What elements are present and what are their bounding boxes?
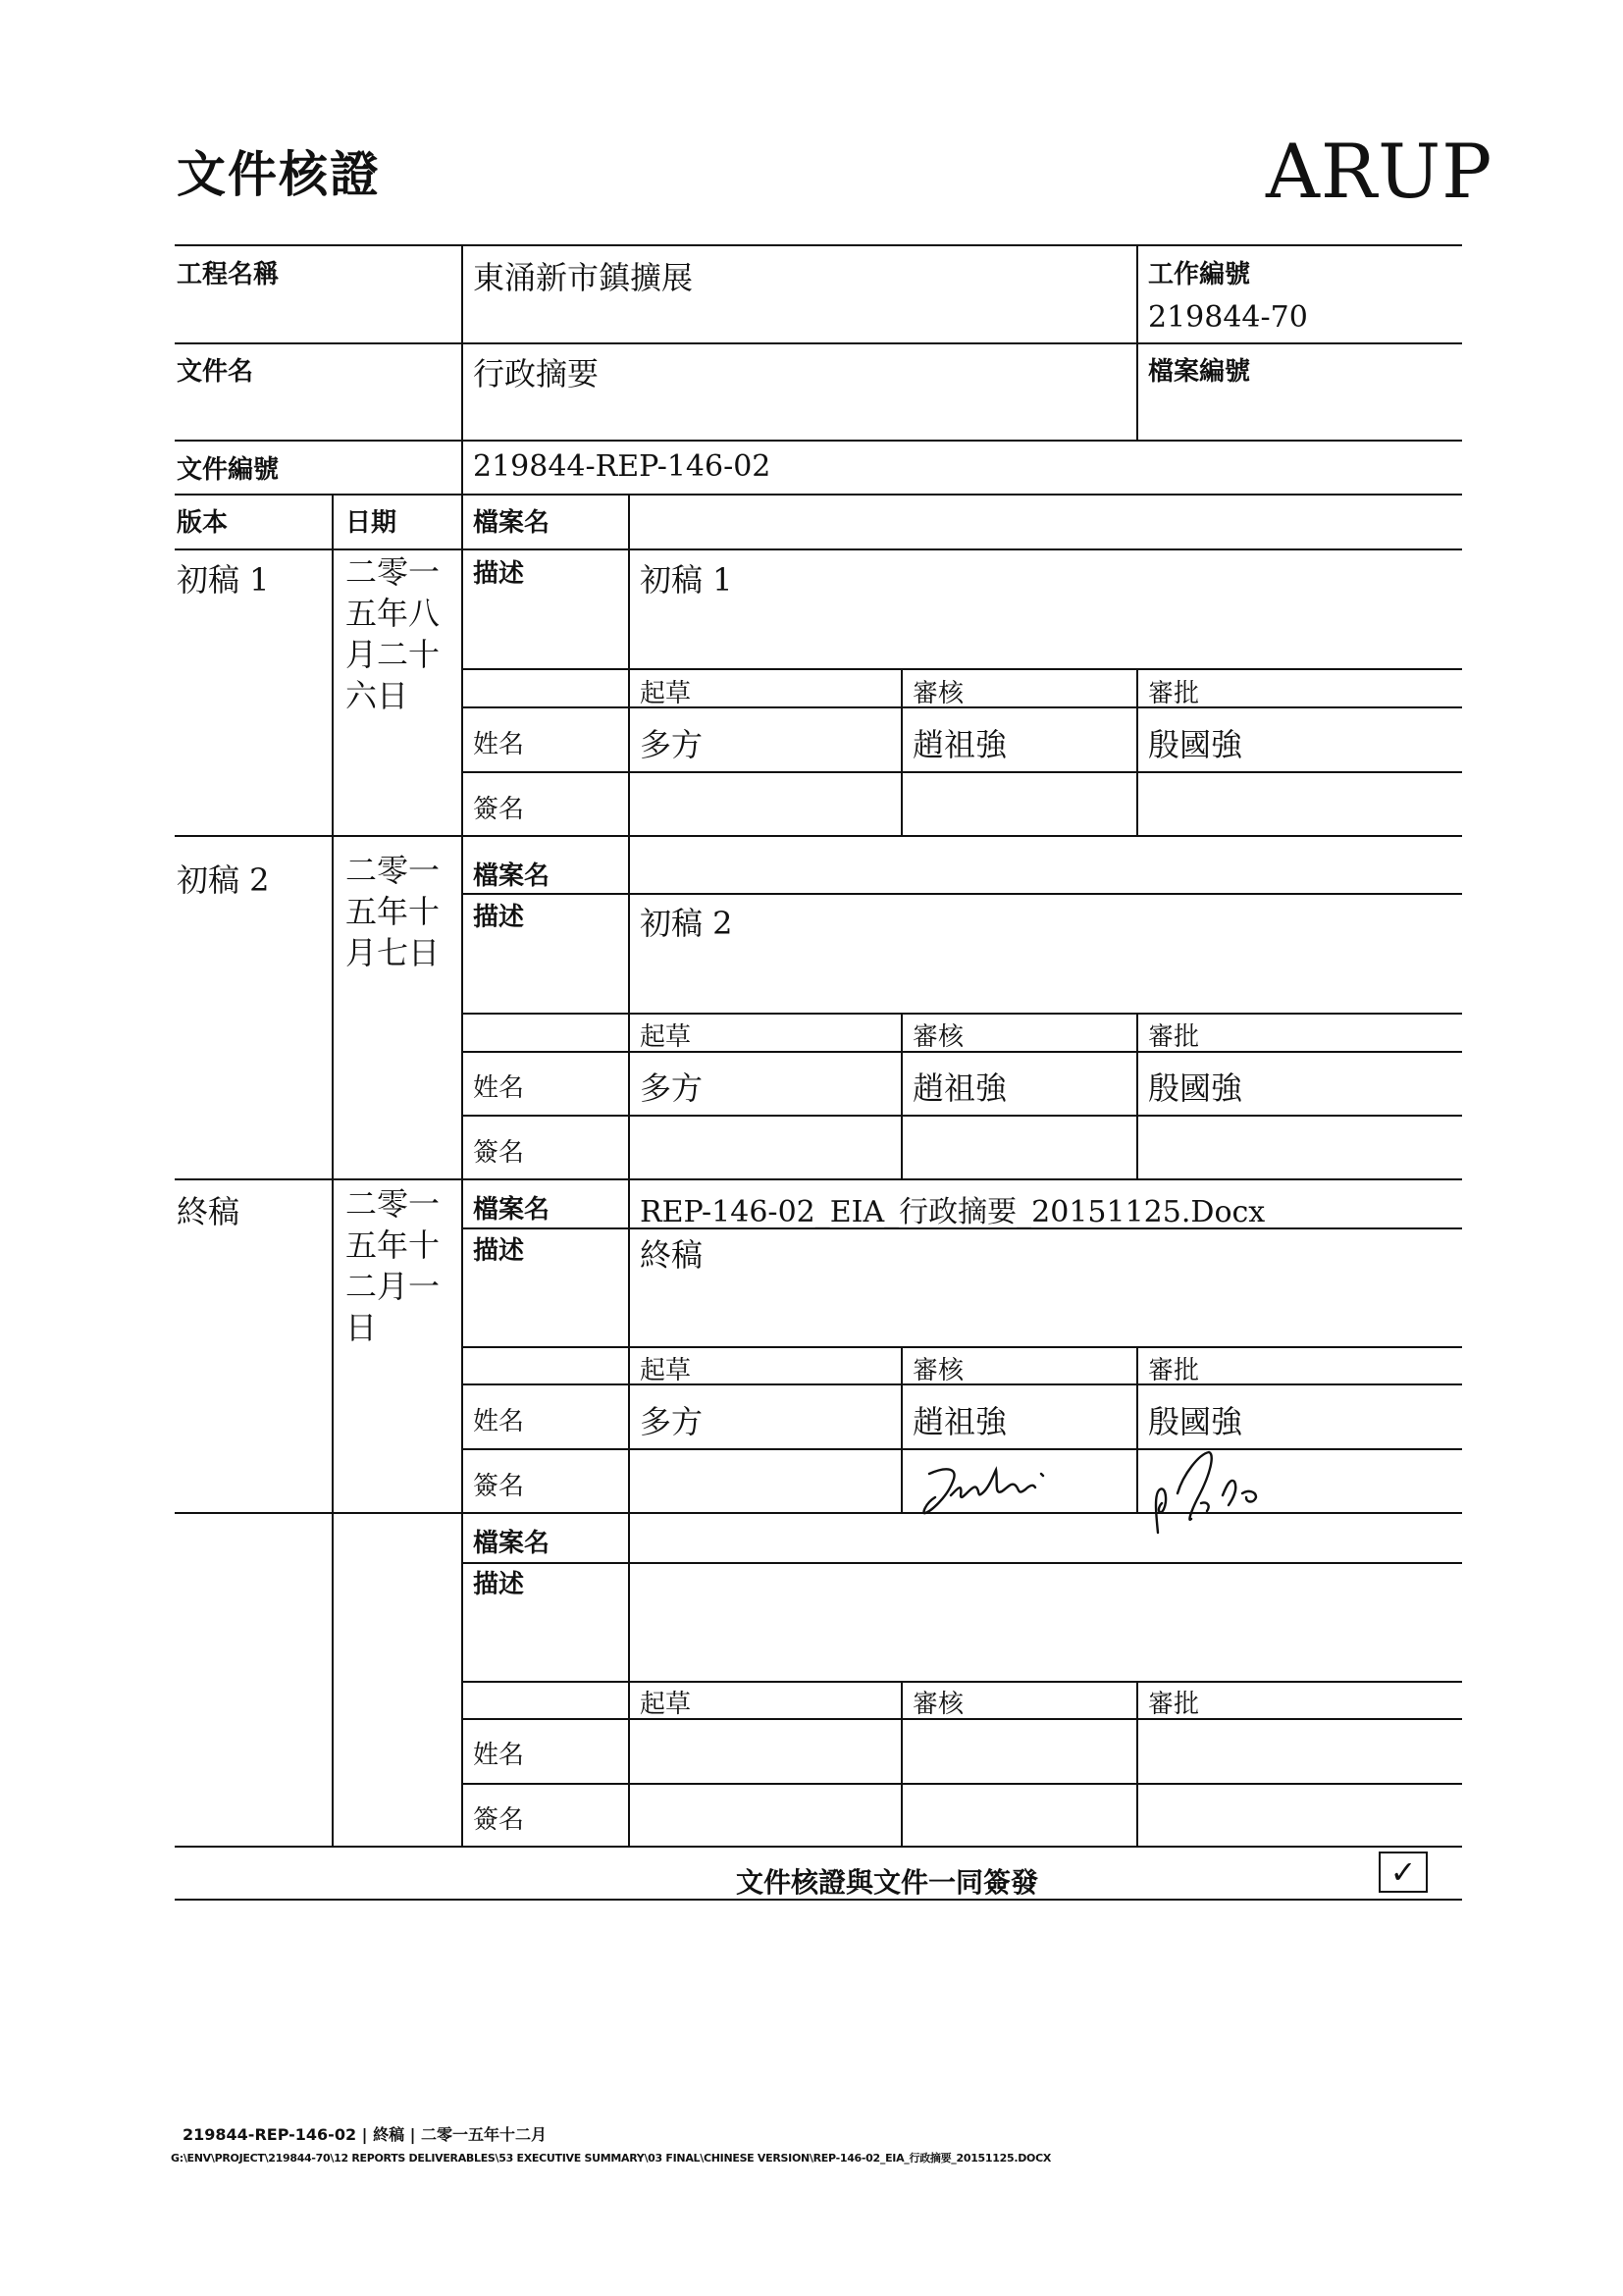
- revision-header: 版本: [177, 508, 229, 538]
- checked-by-header: 審核: [913, 1690, 965, 1719]
- table-top-border: [175, 244, 1462, 246]
- file-ref-label: 檔案編號: [1148, 357, 1251, 387]
- date-header: 日期: [345, 508, 397, 538]
- name-label: 姓名: [473, 1073, 525, 1103]
- approved-name: 殷國強: [1148, 1403, 1243, 1440]
- table-rule: [175, 494, 1462, 496]
- checked-name: 趙祖強: [913, 1403, 1008, 1440]
- approved-by-header: 審批: [1148, 679, 1200, 708]
- checked-name: 趙祖強: [913, 726, 1008, 763]
- approver-signature: [1138, 1435, 1315, 1542]
- filename-header: 檔案名: [473, 508, 550, 538]
- filename-label: 檔案名: [473, 1529, 550, 1558]
- table-rule: [175, 440, 1462, 442]
- issued-checkbox[interactable]: ✓: [1379, 1852, 1428, 1893]
- document-number-label: 文件編號: [177, 455, 280, 485]
- prepared-by-header: 起草: [640, 1356, 692, 1385]
- revision-label: 初稿 1: [177, 561, 270, 599]
- prepared-name: 多方: [640, 1403, 704, 1440]
- project-name-label: 工程名稱: [177, 260, 280, 289]
- description-label: 描述: [473, 1236, 525, 1266]
- filename-label: 檔案名: [473, 1195, 550, 1225]
- checked-by-header: 審核: [913, 1022, 965, 1052]
- footer-file-path: G:\ENV\PROJECT\219844-70\12 REPORTS DELIVERABLES\53 EXECUTIVE SUMMARY\03 FINAL\CHINESE VERSION\REP-146-02_EIA_行政摘要_20151125.DOCX: [171, 2152, 1052, 2165]
- revision-date: 二零一五年十二月一日: [345, 1185, 441, 1346]
- table-rule: [175, 548, 1462, 550]
- description-label: 描述: [473, 903, 525, 932]
- job-number-value: 219844-70: [1148, 300, 1308, 335]
- description-value: 初稿 1: [640, 561, 733, 599]
- signature-label: 簽名: [473, 1805, 525, 1835]
- revision-label: 初稿 2: [177, 861, 270, 899]
- approved-by-header: 審批: [1148, 1022, 1200, 1052]
- arup-logo: ARUP: [1266, 128, 1493, 215]
- description-label: 描述: [473, 559, 525, 589]
- filename-label: 檔案名: [473, 861, 550, 891]
- revision-date: 二零一五年八月二十六日: [345, 553, 441, 714]
- signature-label: 簽名: [473, 795, 525, 824]
- table-rule: [175, 1178, 1462, 1180]
- table-rule: [175, 1846, 1462, 1848]
- checked-by-header: 審核: [913, 1356, 965, 1385]
- signature-label: 簽名: [473, 1138, 525, 1168]
- name-label: 姓名: [473, 730, 525, 759]
- filename-value: REP-146-02_EIA_行政摘要_20151125.Docx: [640, 1195, 1266, 1229]
- page-title: 文件核證: [177, 145, 381, 203]
- revision-label: 終稿: [177, 1193, 240, 1230]
- checked-name: 趙祖強: [913, 1070, 1008, 1107]
- prepared-by-header: 起草: [640, 1022, 692, 1052]
- job-number-label: 工作編號: [1148, 260, 1251, 289]
- document-name-value: 行政摘要: [473, 355, 600, 392]
- description-label: 描述: [473, 1570, 525, 1599]
- table-rule: [175, 835, 1462, 837]
- checker-signature: [917, 1452, 1074, 1531]
- prepared-by-header: 起草: [640, 679, 692, 708]
- checked-by-header: 審核: [913, 679, 965, 708]
- project-name-value: 東涌新市鎮擴展: [473, 259, 694, 296]
- issued-with-document-label: 文件核證與文件一同簽發: [736, 1866, 1039, 1899]
- signature-label: 簽名: [473, 1472, 525, 1501]
- name-label: 姓名: [473, 1741, 525, 1770]
- table-rule: [175, 342, 1462, 344]
- approved-by-header: 審批: [1148, 1690, 1200, 1719]
- name-label: 姓名: [473, 1407, 525, 1436]
- approved-name: 殷國強: [1148, 726, 1243, 763]
- document-name-label: 文件名: [177, 357, 254, 387]
- prepared-by-header: 起草: [640, 1690, 692, 1719]
- approved-name: 殷國強: [1148, 1070, 1243, 1107]
- prepared-name: 多方: [640, 1070, 704, 1107]
- prepared-name: 多方: [640, 726, 704, 763]
- revision-date: 二零一五年十月七日: [345, 852, 441, 971]
- document-number-value: 219844-REP-146-02: [473, 449, 771, 484]
- description-value: 初稿 2: [640, 905, 733, 942]
- description-value: 終稿: [640, 1236, 704, 1274]
- footer-document-ref: 219844-REP-146-02 | 終稿 | 二零一五年十二月: [183, 2125, 548, 2144]
- approved-by-header: 審批: [1148, 1356, 1200, 1385]
